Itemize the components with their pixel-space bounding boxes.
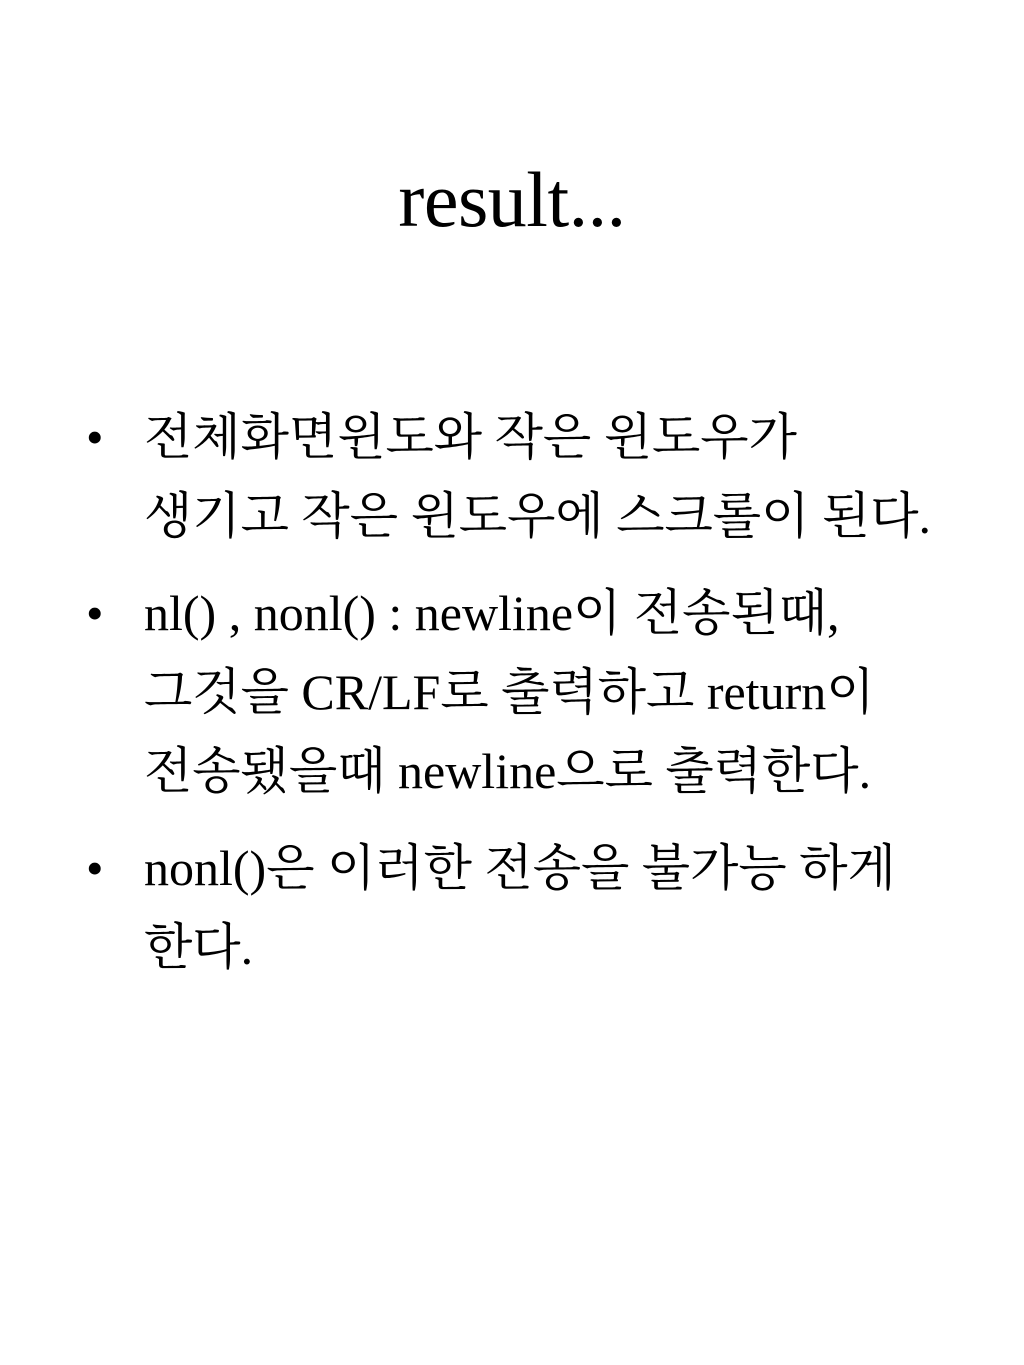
bullet-item <box>80 398 950 556</box>
bullet-icon: • <box>86 840 104 896</box>
bullet-icon: • <box>86 409 104 465</box>
bullet-text: 전체화면윈도와 작은 윈도우가 생기고 작은 윈도우에 스크롤이 된다. <box>144 409 931 544</box>
slide-title: result... <box>398 156 626 243</box>
bullet-list <box>80 398 950 1005</box>
bullet-item <box>80 829 950 987</box>
bullet-text: nonl()은 이러한 전송을 불가능 하게 한다. <box>144 840 896 975</box>
bullet-icon: • <box>86 585 104 641</box>
bullet-item <box>80 574 950 811</box>
bullet-text: nl() , nonl() : newline이 전송된때, 그것을 CR/LF로 출력하고 return이 전송됐을때 newline으로 출력한다. <box>144 585 875 799</box>
